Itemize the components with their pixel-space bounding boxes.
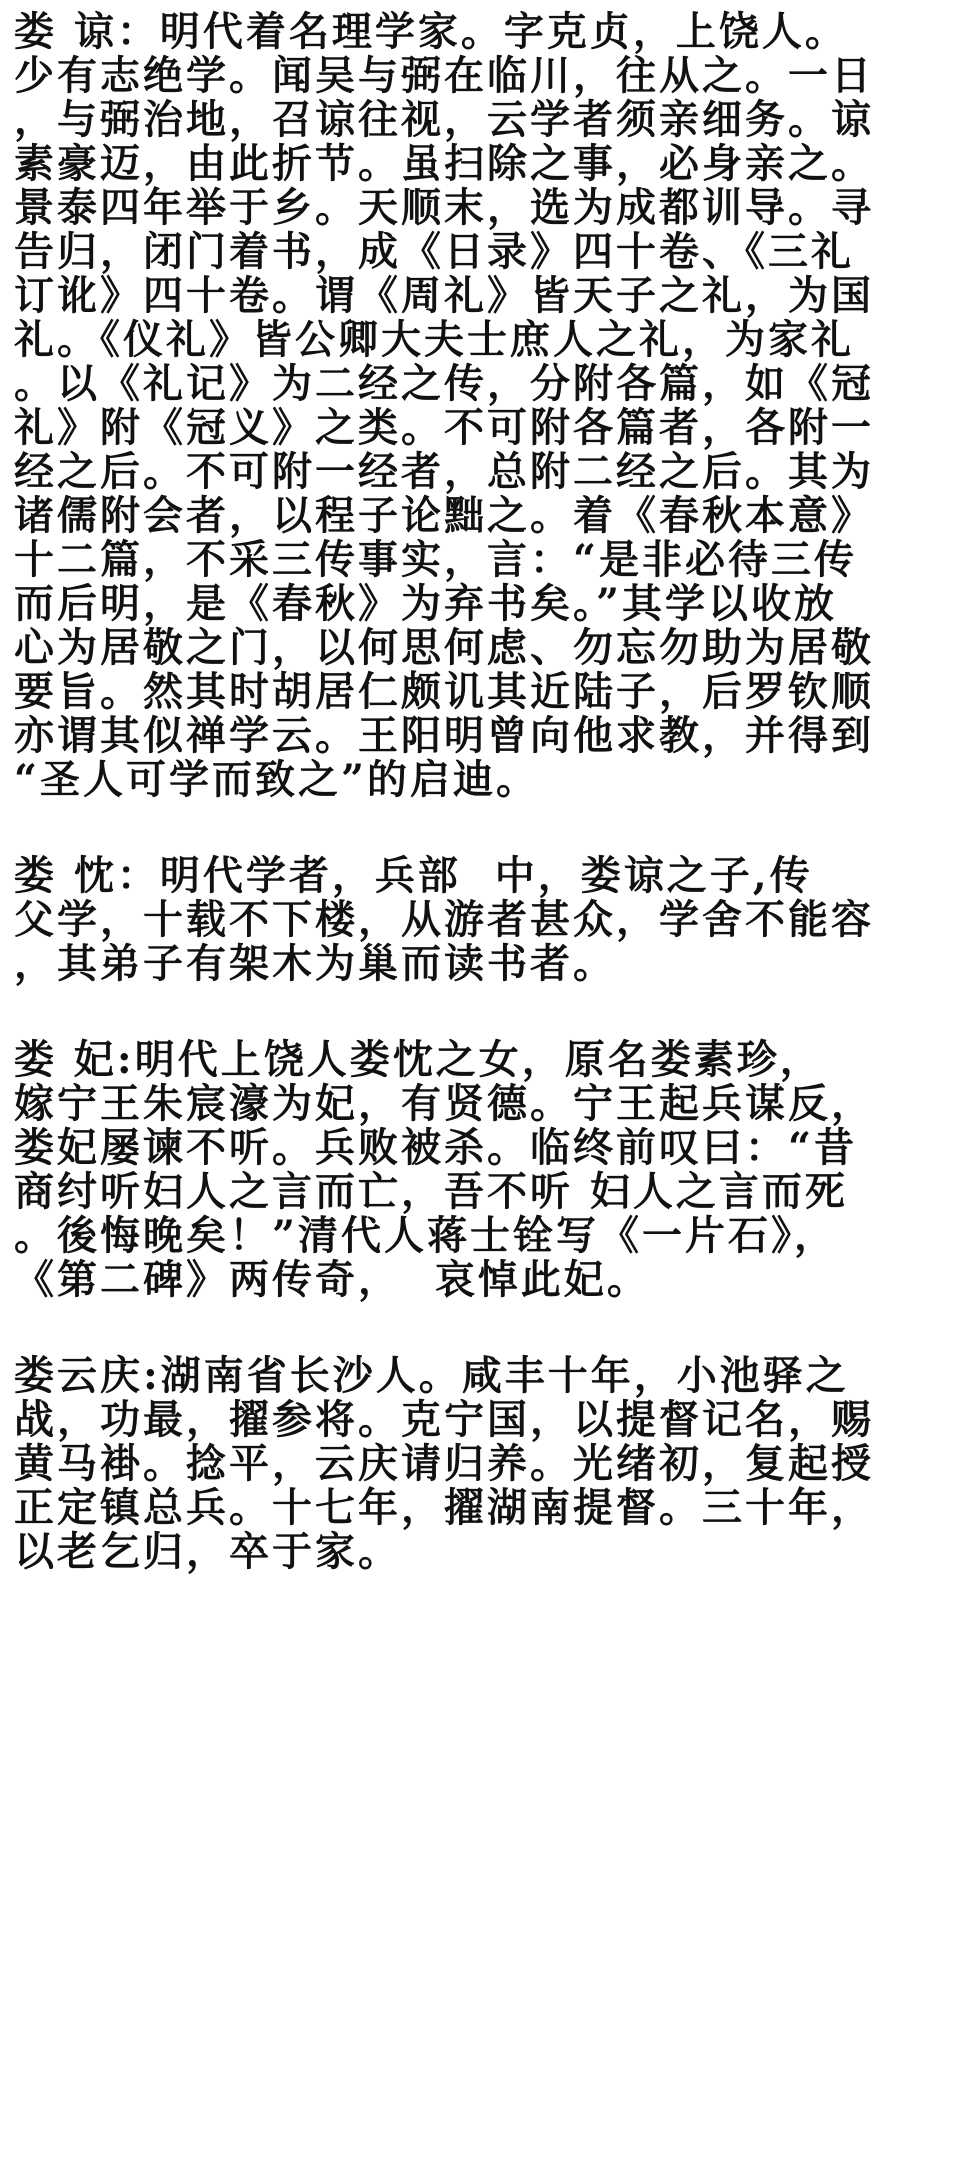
text-line: 礼》附《冠义》之类。不可附各篇者，各附一 [14, 404, 874, 451]
text-line: ，与弼治地，召谅往视，云学者须亲细务。谅 [14, 96, 874, 143]
text-line: 娄 忱：明代学者，兵部 中，娄谅之子,传 [14, 852, 813, 899]
text-line: 景泰四年举于乡。天顺末，选为成都训导。寻 [14, 184, 874, 231]
text-line: 。後悔晚矣！”清代人蒋士铨写《一片石》， [14, 1212, 838, 1259]
text-line: 素豪迈，由此折节。虽扫除之事，必身亲之。 [14, 140, 874, 187]
text-line: 娄妃屡谏不听。兵败被杀。临终前叹曰：“昔 [14, 1124, 858, 1171]
text-line: ，其弟子有架木为巢而读书者。 [14, 940, 616, 987]
text-line: 少有志绝学。闻吴与弼在临川，往从之。一日 [14, 52, 874, 99]
text-line: 心为居敬之门，以何思何虑、勿忘勿助为居敬 [14, 624, 874, 671]
text-line: “圣人可学而致之”的启迪。 [14, 756, 540, 803]
text-line: 亦谓其似禅学云。王阳明曾向他求教，并得到 [14, 712, 874, 759]
text-line: 诸儒附会者，以程子论黜之。着《春秋本意》 [14, 492, 874, 539]
text-line: 战，功最，擢参将。克宁国，以提督记名，赐 [14, 1396, 874, 1443]
text-line: 娄 妃:明代上饶人娄忱之女，原名娄素珍， [14, 1036, 823, 1083]
text-line: 要旨。然其时胡居仁颇讥其近陆子，后罗钦顺 [14, 668, 874, 715]
text-line: 正定镇总兵。十七年，擢湖南提督。三十年， [14, 1484, 874, 1531]
text-line: 而后明，是《春秋》为弃书矣。”其学以收放 [14, 580, 838, 627]
text-line: 。以《礼记》为二经之传，分附各篇，如《冠 [14, 360, 874, 407]
text-line: 礼。《仪礼》皆公卿大夫士庶人之礼，为家礼 [14, 316, 854, 363]
text-line: 父学，十载不下楼，从游者甚众，学舍不能容 [14, 896, 874, 943]
text-line: 娄 谅：明代着名理学家。字克贞，上饶人。 [14, 8, 848, 55]
text-line: 《第二碑》两传奇， 哀悼此妃。 [14, 1256, 650, 1303]
text-line: 以老乞归，卒于家。 [14, 1528, 401, 1575]
text-line: 娄云庆:湖南省长沙人。咸丰十年，小池驿之 [14, 1352, 849, 1399]
text-line: 经之后。不可附一经者，总附二经之后。其为 [14, 448, 874, 495]
text-line: 告归，闭门着书，成《日录》四十卷、《三礼 [14, 228, 854, 275]
text-line: 嫁宁王朱宸濠为妃，有贤德。宁王起兵谋反， [14, 1080, 874, 1127]
text-line: 十二篇，不采三传事实，言：“是非必待三传 [14, 536, 858, 583]
text-line: 黄马褂。捻平，云庆请归养。光绪初，复起授 [14, 1440, 874, 1487]
text-line: 商纣听妇人之言而亡，吾不听 妇人之言而死 [14, 1168, 848, 1215]
text-line: 订讹》四十卷。谓《周礼》皆天子之礼，为国 [14, 272, 874, 319]
